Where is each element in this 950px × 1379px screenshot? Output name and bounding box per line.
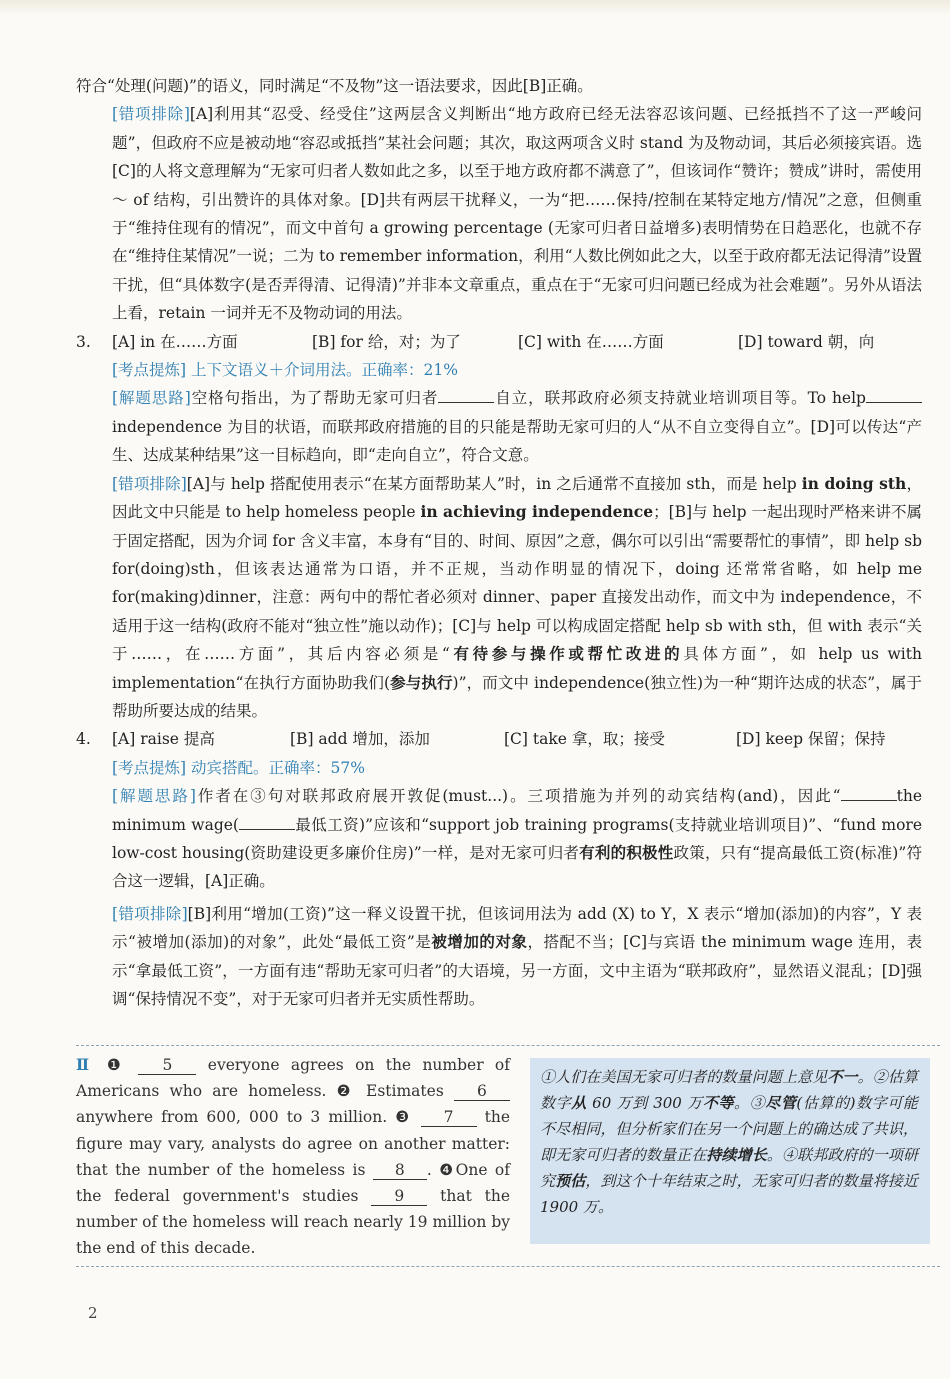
q4-option-b: [B] add 增加，添加 — [290, 730, 430, 749]
explanation-body — [76, 72, 922, 1013]
q3-wrong-options: [错项排除][A]与 help 搭配使用表示“在某方面帮助某人”时，in 之后通常不直接加 sth，而是 help in doing sth，因此文中只能是 to help homeless people in achieving independence；[B]与 help 一起出现时严格来讲不属于固定搭配，因为介词 for 含义丰富，本身有“目的、时间、原因”之意，偶尔可以引出“需要帮忙的事情”，即 help sb for(doing)sth，但该表达通常为口语，并不正规，当动作明显的情况下，doing 还常常省略，如 help me for(making)dinner，注意：两句中的帮忙者必须对 dinner、paper 直接发出动作，而文中为 independence，不适用于这一结构(政府不能对“独立性”施以动作)；[C]与 help 可以构成固定搭配 help sb with sth，但 with 表示“关于……，在……方面”，其后内容必须是“有待参与操作或帮忙改进的具体方面”，如 help us with implementation“在执行方面协助我们(参与执行)”，而文中 independence(独立性)为一种“期许达成的状态”，属于帮助所要达成的结果。 — [112, 473, 923, 720]
blank-line — [841, 785, 897, 802]
q3-key-point: [考点提炼] 上下文语义＋介词用法。正确率：21% — [112, 361, 458, 380]
tag-solution: [解题思路] — [112, 389, 191, 408]
q3-option-a: [A] in 在……方面 — [112, 332, 238, 351]
q3-solution: [解题思路]空格句指出，为了帮助无家可归者 自立，联邦政府必须支持就业培训项目等。To helpindependence 为目的状语，而联邦政府措施的目的只能是帮助无家可归的人“从不自立变得自立”。[D]可以传达“产生、达成某种结果”这一目标趋向，即“走向自立”，符合文意。 — [76, 384, 922, 469]
q3-option-c: [C] with 在……方面 — [518, 332, 664, 351]
q3-options — [76, 328, 922, 356]
tag-solution: [解题思路] — [112, 787, 196, 806]
divider-bottom — [76, 1266, 940, 1267]
q4-options — [76, 725, 922, 753]
q4-option-c: [C] take 拿，取；接受 — [504, 730, 665, 749]
tag-wrong-options: [错项排除] — [112, 105, 190, 124]
q4-key-point: [考点提炼] 动宾搭配。正确率：57% — [112, 758, 365, 777]
q4-option-d: [D] keep 保留；保持 — [736, 730, 886, 749]
paragraph-conclusion: 符合“处理(问题)”的语义，同时满足“不及物”这一语法要求，因此[B]正确。 — [76, 77, 593, 95]
q4-option-a: [A] raise 提高 — [112, 730, 215, 749]
blank-line — [239, 813, 295, 830]
q3-option-b: [B] for 给，对；为了 — [312, 332, 461, 351]
q4-solution: [解题思路]作者在③句对联邦政府展开敦促(must...)。三项措施为并列的动宾结构(and)，因此“ the minimum wage( 最低工资)”应该和“support job training programs(支持就业培训项目)”、“fund more low-cost housing(资助建设更多廉价住房)”一样，是对无家可归者有利的积极性政策，只有“提高最低工资(标准)”符合这一逻辑，[A]正确。 — [76, 782, 922, 896]
q2-wrong-options-text: [A]利用其“忍受、经受住”这两层含义判断出“地方政府已经无法容忍该问题、已经抵挡不了这一严峻问题”，但政府不应是被动地“容忍或抵挡”某社会问题；其次，取这两项含义时 stand 为及物动词，其后必须接宾语。选[C]的人将文意理解为“无家可归者人数如此之多，以至于地方政府都不满意了”，但该词作“赞许；赞成”讲时，需使用～ of 结构，引出赞许的具体对象。[D]共有两层干扰释义，一为“把……保持/控制在某特定地方/情况”之意，但侧重于“维持住现有的情况”，而文中首句 a growing percentage (无家可归者日益增多)表明情势在日趋恶化，也就不存在“维持住某情况”一说；二为 to remember information，利用“人数比例如此之大，以至于政府都无法记得清”设置干扰，但“具体数字(是否弄得清、记得清)”并非本文章重点，重点在于“无家可归问题已经成为社会难题”。另外从语法上看，retain 一词并无不及物动词的用法。 — [112, 105, 922, 323]
q3-number: 3. — [76, 332, 91, 351]
blank-9: 9 — [371, 1187, 427, 1206]
blank-5: 5 — [138, 1056, 196, 1075]
blank-7: 7 — [421, 1108, 477, 1127]
tag-wrong-options: [错项排除] — [112, 904, 188, 923]
blank-line — [866, 387, 922, 404]
sentence-marker: ❸ — [395, 1108, 413, 1127]
blank-6: 6 — [454, 1082, 510, 1101]
q4-number: 4. — [76, 730, 91, 749]
translation-box: ①人们在美国无家可归者的数量问题上意见不一。②估算数字从 60 万到 300 万不等。③尽管(估算的)数字可能不尽相同，但分析家们在另一个问题上的确达成了共识，即无家可归者的数量正在持续增长。④联邦政府的一项研究预估，到这个十年结束之时，无家可归者的数量将接近 1900 万。 — [530, 1058, 930, 1244]
blank-8: 8 — [373, 1161, 427, 1180]
blank-line — [438, 387, 494, 404]
divider-top — [76, 1045, 940, 1046]
sentence-marker: ❹ — [439, 1160, 456, 1179]
page-top-shadow — [0, 0, 950, 16]
q4-wrong-options: [错项排除][B]利用“增加(工资)”这一释义设置干扰，但该词用法为 add (X) to Y，X 表示“增加(添加)的内容”，Y 表示“被增加(添加)的对象”，此处“最低工资”是被增加的对象，搭配不当；[C]与宾语 the minimum wage 连用，表示“拿最低工资”，一方面有违“帮助无家可归者”的大语境，另一方面，文中主语为“联邦政府”，显然语义混乱；[D]强调“保持情况不变”，对于无家可归者并无实质性帮助。 — [112, 904, 923, 1008]
sentence-marker: ❷ — [336, 1082, 356, 1101]
section-number: Ⅱ — [76, 1055, 96, 1074]
paragraph-q2-wrong-options — [76, 100, 922, 327]
cloze-passage: Ⅱ ❶ 5 everyone agrees on the number of Americans who are homeless. ❷ Estimates 6 anywhere from 600, 000 to 3 million. ❸ 7 the figure may vary, analysts do agree on another matter: that the number of the homeless is 8 . ❹One of the federal government's studies 9 that the number of the homeless will reach nearly 19 million by the end of this decade. — [76, 1055, 511, 1258]
page-number: 2 — [88, 1304, 98, 1322]
tag-wrong-options: [错项排除] — [112, 474, 187, 493]
sentence-marker: ❶ — [106, 1056, 128, 1074]
q3-option-d: [D] toward 朝，向 — [738, 332, 875, 351]
